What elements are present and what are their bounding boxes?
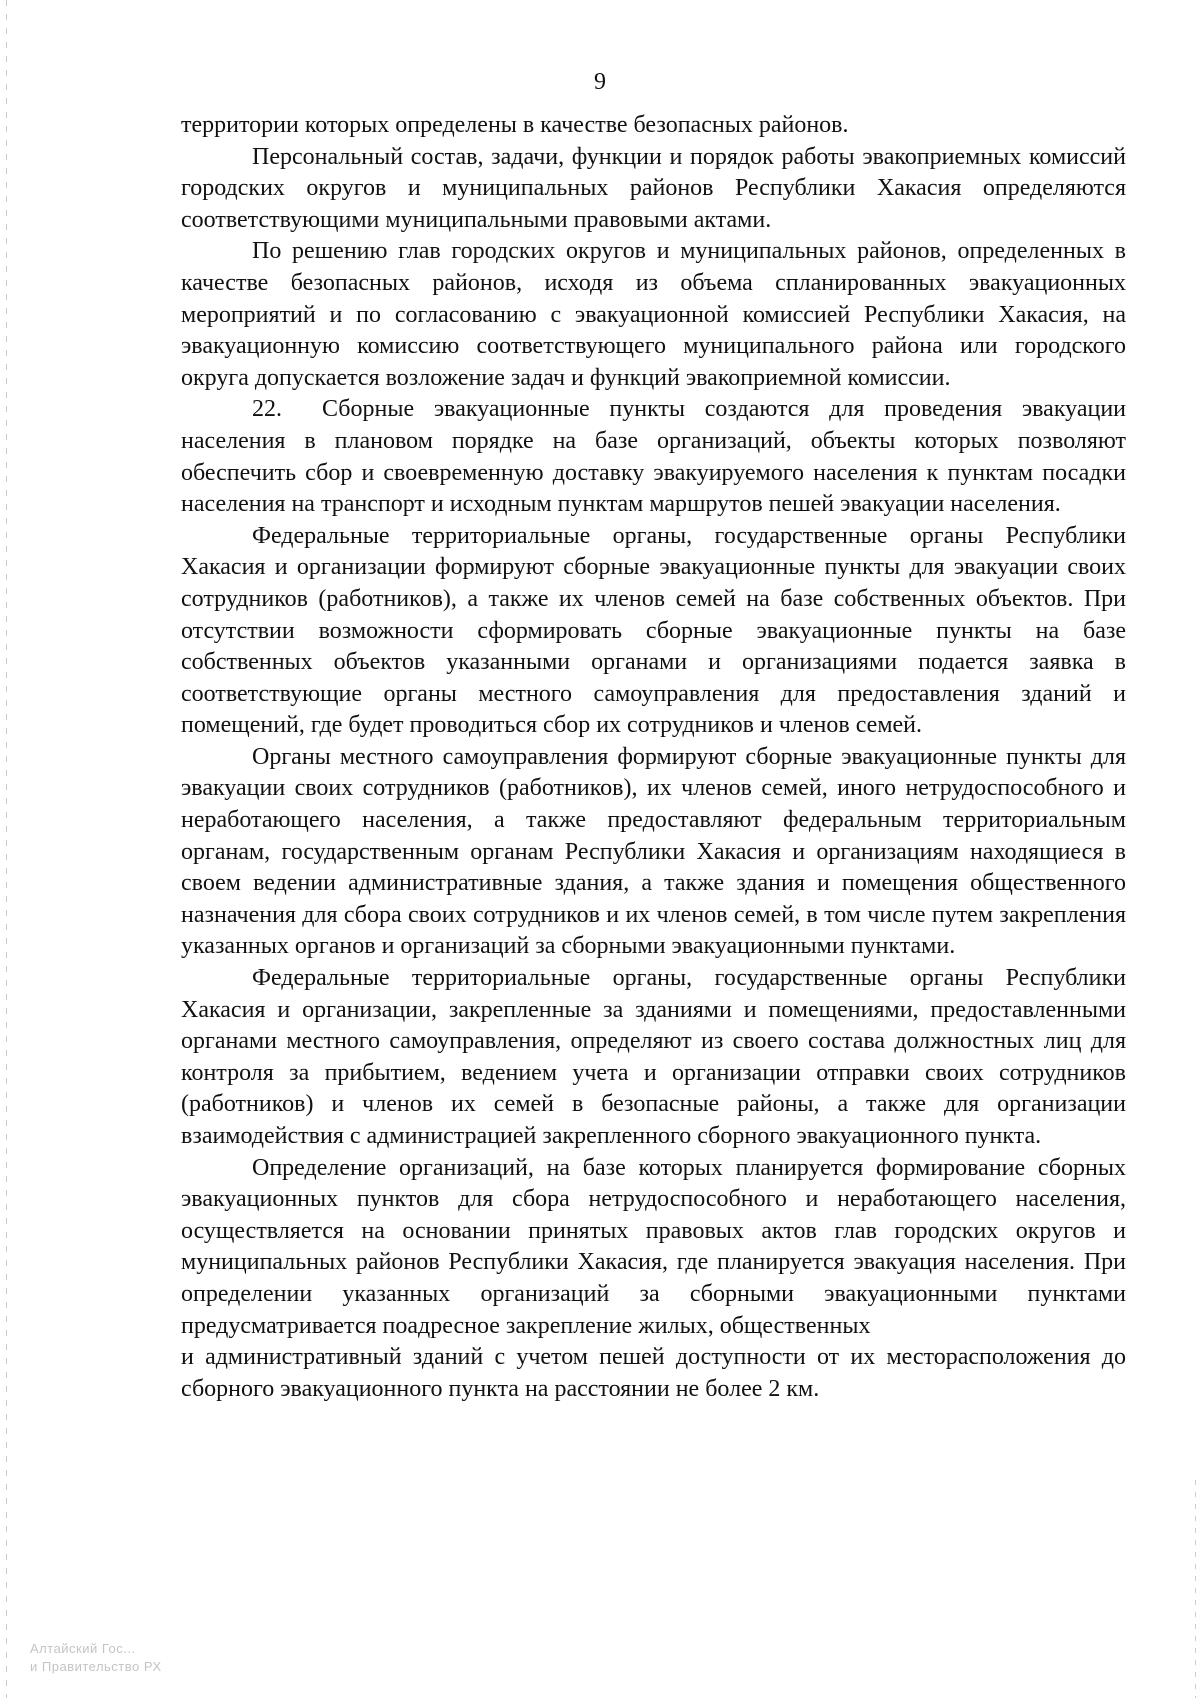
document-body xyxy=(181,110,1126,1405)
numbered-paragraph-text: Сборные эвакуационные пункты создаются для проведения эвакуации населения в плановом порядке на базе организаций, объекты которых позволяют обеспечить сбор и своевременную доставку эвакуируемого населения к пунктам посадки населения на транспорт и исходным пунктам маршрутов пешей эвакуации населения. xyxy=(181,396,1126,518)
paragraph-continuation: и административный зданий с учетом пешей доступности от их месторасположения до сборного эвакуационного пункта на расстоянии не более 2 км. xyxy=(181,1344,1126,1402)
paragraph: Органы местного самоуправления формируют сборные эвакуационные пункты для эвакуации своих сотрудников (работников), их членов семей, иного нетрудоспособного и неработающего населения, а также предоставляют федеральным территориальным органам, государственным органам Республики Хакасия и организациям находящиеся в своем ведении административные здания, а также здания и помещения общественного назначения для сбора своих сотрудников и их членов семей, в том числе путем закрепления указанных органов и организаций за сборными эвакуационными пунктами. xyxy=(181,743,1126,960)
page-number: 9 xyxy=(594,69,606,95)
paragraph: Персональный состав, задачи, функции и порядок работы эвакоприемных комиссий городских округов и муниципальных районов Республики Хакасия определяются соответствующими муниципальными правовыми актами. xyxy=(181,143,1126,233)
paragraph: Федеральные территориальные органы, государственные органы Республики Хакасия и организации, закрепленные за зданиями и помещениями, предоставленными органами местного самоуправления, определяют из своего состава должностных лиц для контроля за прибытием, ведением учета и организации отправки своих сотрудников (работников) и членов их семей в безопасные районы, а также для организации взаимодействия с администрацией закрепленного сборного эвакуационного пункта. xyxy=(181,965,1126,1149)
watermark-line: и Правительство РХ xyxy=(30,1659,162,1674)
scan-edge-left xyxy=(6,0,7,1698)
numbered-paragraph xyxy=(181,394,1126,520)
paragraph: По решению глав городских округов и муниципальных районов, определенных в качестве безопасных районов, исходя из объема спланированных эвакуационных мероприятий и по согласованию с эвакуационной комиссией Республики Хакасия, на эвакуационную комиссию соответствующего муниципального района или городского округа допускается возложение задач и функций эвакоприемной комиссии. xyxy=(181,238,1126,391)
watermark-line: Алтайский Гос... xyxy=(30,1641,136,1656)
paragraph-continuation: территории которых определены в качестве безопасных районов. xyxy=(181,112,849,138)
paragraph: Федеральные территориальные органы, государственные органы Республики Хакасия и организации формируют сборные эвакуационные пункты для эвакуации своих сотрудников (работников), а также их членов семей на базе собственных объектов. При отсутствии возможности сформировать сборные эвакуационные пункты на базе собственных объектов указанными органами и организациями подается заявка в соответствующие органы местного самоуправления для предоставления зданий и помещений, где будет проводиться сбор их сотрудников и членов семей. xyxy=(181,522,1126,739)
item-number: 22. xyxy=(252,396,282,423)
paragraph: Определение организаций, на базе которых планируется формирование сборных эвакуационных пунктов для сбора нетрудоспособного и неработающего населения, осуществляется на основании принятых правовых актов глав городских округов и муниципальных районов Республики Хакасия, где планируется эвакуация населения. При определении указанных организаций за сборными эвакуационными пунктами предусматривается поадресное закрепление жилых, общественных xyxy=(181,1154,1126,1339)
scan-edge-right xyxy=(1195,1480,1196,1698)
watermark-stamp xyxy=(30,1640,162,1676)
